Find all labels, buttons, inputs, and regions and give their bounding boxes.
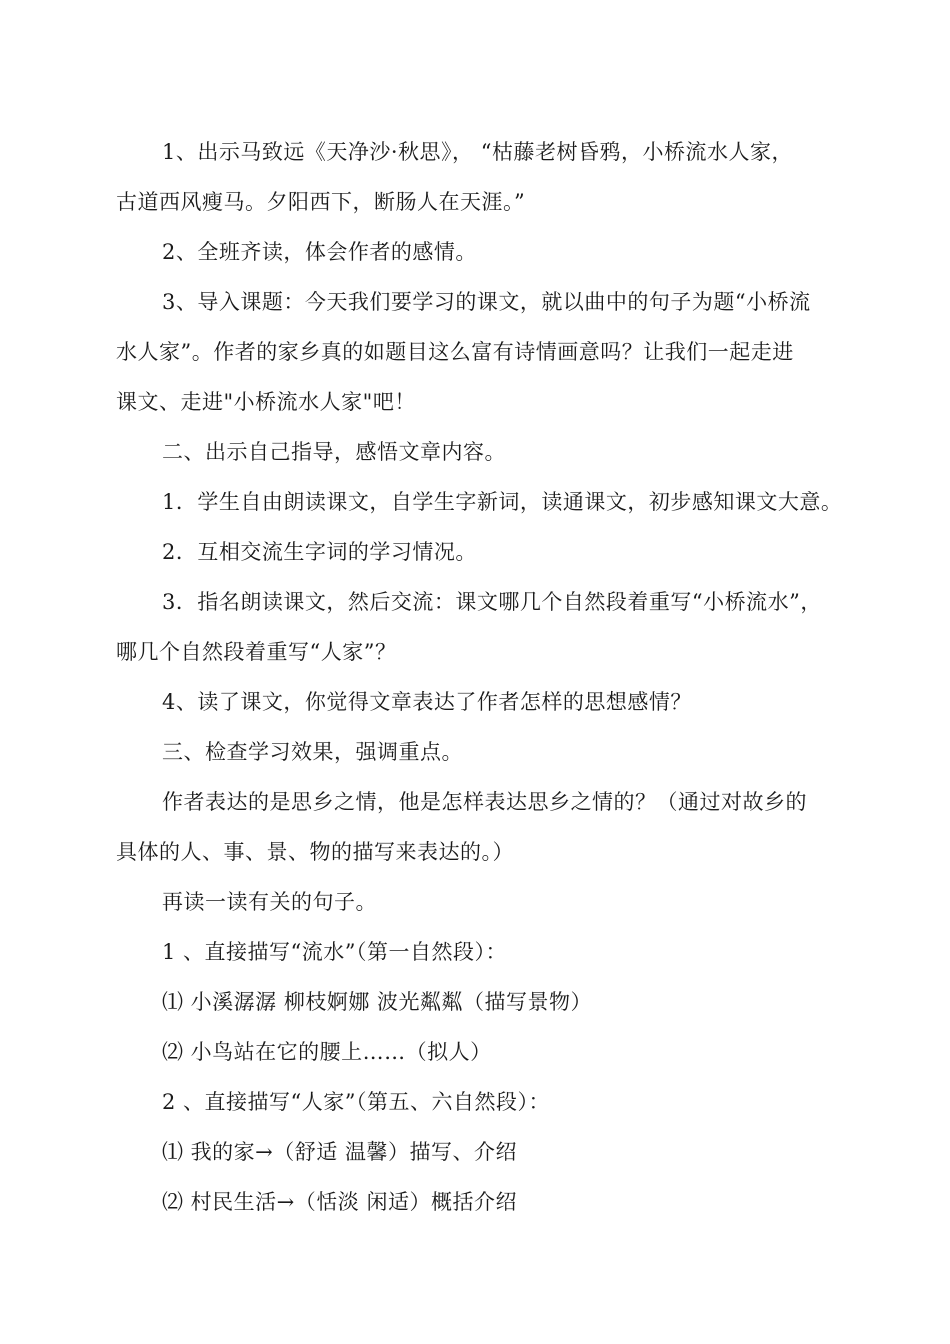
list-item: 1 、直接描写“流水”（第一自然段）： <box>162 940 508 964</box>
list-item: ⑴ 小溪潺潺 柳枝婀娜 波光粼粼（描写景物） <box>162 990 593 1014</box>
list-item: 2 、直接描写“人家”（第五、六自然段）： <box>162 1090 551 1114</box>
text-line: 4、读了课文，你觉得文章表达了作者怎样的思想感情？ <box>162 690 692 714</box>
text-line: 课文、走进"小桥流水人家"吧！ <box>116 390 416 414</box>
text-line: 哪几个自然段着重写“人家”？ <box>116 640 397 664</box>
list-item: ⑴ 我的家→（舒适 温馨）描写、介绍 <box>162 1140 517 1164</box>
text-line: 1．学生自由朗读课文，自学生字新词，读通课文，初步感知课文大意。 <box>162 490 843 514</box>
list-item: ⑵ 村民生活→（恬淡 闲适）概括介绍 <box>162 1190 517 1214</box>
text-line: 1、出示马致远《天净沙·秋思》， “枯藤老树昏鸦，小桥流水人家， <box>162 140 793 164</box>
section-heading: 三、检查学习效果，强调重点。 <box>162 740 463 764</box>
text-line: 2、全班齐读，体会作者的感情。 <box>162 240 477 264</box>
section-heading: 二、出示自己指导，感悟文章内容。 <box>162 440 506 464</box>
text-line: 水人家”。作者的家乡真的如题目这么富有诗情画意吗？让我们一起走进 <box>116 340 794 364</box>
text-line: 3、导入课题：今天我们要学习的课文，就以曲中的句子为题“小桥流 <box>162 290 811 314</box>
text-line: 2．互相交流生字词的学习情况。 <box>162 540 477 564</box>
text-line: 再读一读有关的句子。 <box>162 890 377 914</box>
text-line: 具体的人、事、景、物的描写来表达的。） <box>116 840 514 864</box>
text-line: 古道西风瘦马。夕阳西下，断肠人在天涯。” <box>116 190 526 214</box>
text-line: 作者表达的是思乡之情，他是怎样表达思乡之情的？（通过对故乡的 <box>162 790 807 814</box>
list-item: ⑵ 小鸟站在它的腰上……（拟人） <box>162 1040 492 1064</box>
text-line: 3．指名朗读课文，然后交流：课文哪几个自然段着重写“小桥流水”， <box>162 590 822 614</box>
